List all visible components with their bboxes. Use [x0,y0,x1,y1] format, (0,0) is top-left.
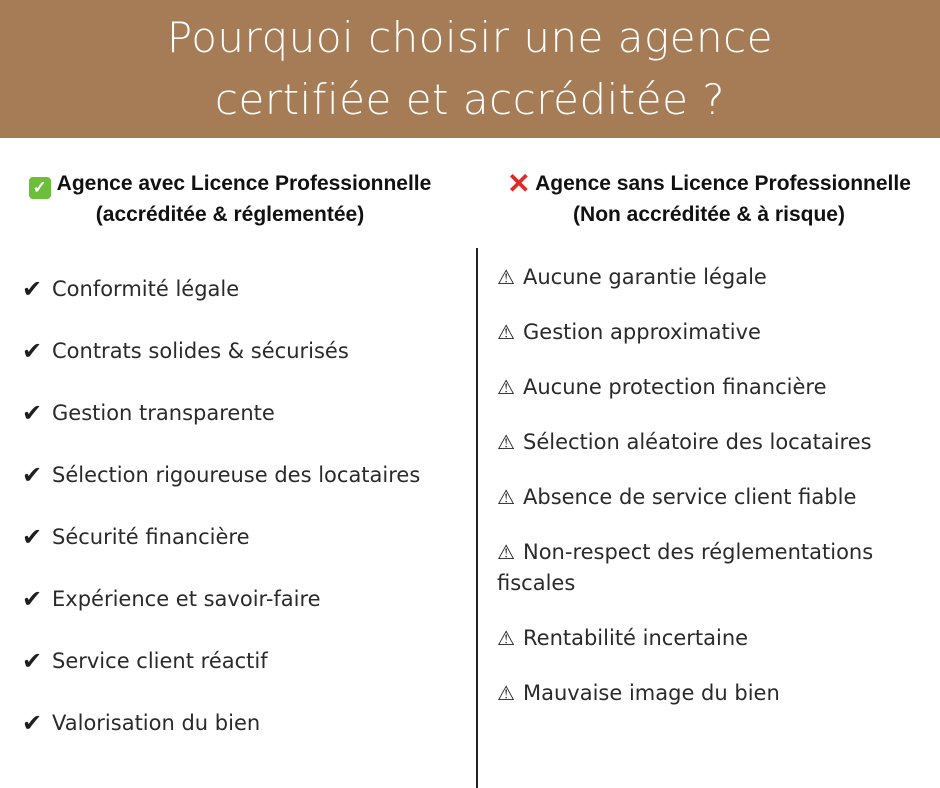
check-mark-icon: ✔ [22,275,43,303]
check-mark-icon: ✔ [22,337,43,365]
check-mark-icon: ✔ [22,461,43,489]
list-item: ⚠ Non-respect des réglementations fiscales [497,537,917,599]
list-item: ✔ Service client réactif [22,642,462,704]
warning-icon: ⚠ [497,320,515,344]
warning-icon: ⚠ [497,540,515,564]
list-item: ⚠ Aucune protection financière [497,372,917,403]
warning-icon: ⚠ [497,375,515,399]
list-item: ⚠ Rentabilité incertaine [497,623,917,654]
warning-icon: ⚠ [497,681,515,705]
check-mark-icon: ✔ [22,585,43,613]
list-item: ✔ Sélection rigoureuse des locataires [22,456,462,518]
unlicensed-heading-line-2: (Non accréditée & à risque) [573,203,845,226]
title-line-1: Pourquoi choisir une agence [166,13,774,62]
licensed-benefits-list [22,270,462,766]
warning-icon: ⚠ [497,485,515,509]
unlicensed-agency-heading [478,168,940,230]
warning-icon: ⚠ [497,265,515,289]
list-item: ⚠ Absence de service client fiable [497,482,917,513]
check-mark-icon: ✔ [22,647,43,675]
title-banner [0,0,940,138]
cross-mark-icon: ✕ [507,168,531,199]
check-mark-button-icon: ✓ [29,177,51,199]
list-item: ✔ Gestion transparente [22,394,462,456]
list-item: ⚠ Gestion approximative [497,317,917,348]
list-item: ✔ Contrats solides & sécurisés [22,332,462,394]
licensed-heading-line-2: (accréditée & réglementée) [95,203,365,226]
list-item: ✔ Sécurité financière [22,518,462,580]
check-mark-icon: ✔ [22,399,43,427]
list-item: ⚠ Aucune garantie légale [497,262,917,293]
licensed-agency-heading [0,168,460,230]
column-divider [476,248,478,788]
list-item: ✔ Expérience et savoir-faire [22,580,462,642]
list-item: ⚠ Sélection aléatoire des locataires [497,427,917,458]
warning-icon: ⚠ [497,430,515,454]
check-mark-icon: ✔ [22,709,43,737]
list-item: ⚠ Mauvaise image du bien [497,678,917,709]
list-item: ✔ Valorisation du bien [22,704,462,766]
title-line-2: certifiée et accréditée ? [214,75,726,124]
list-item: ✔ Conformité légale [22,270,462,332]
unlicensed-heading-line-1: Agence sans Licence Professionnelle [535,172,911,195]
licensed-heading-line-1: Agence avec Licence Professionnelle [56,172,432,195]
check-mark-icon: ✔ [22,523,43,551]
warning-icon: ⚠ [497,626,515,650]
unlicensed-risks-list [497,262,917,733]
